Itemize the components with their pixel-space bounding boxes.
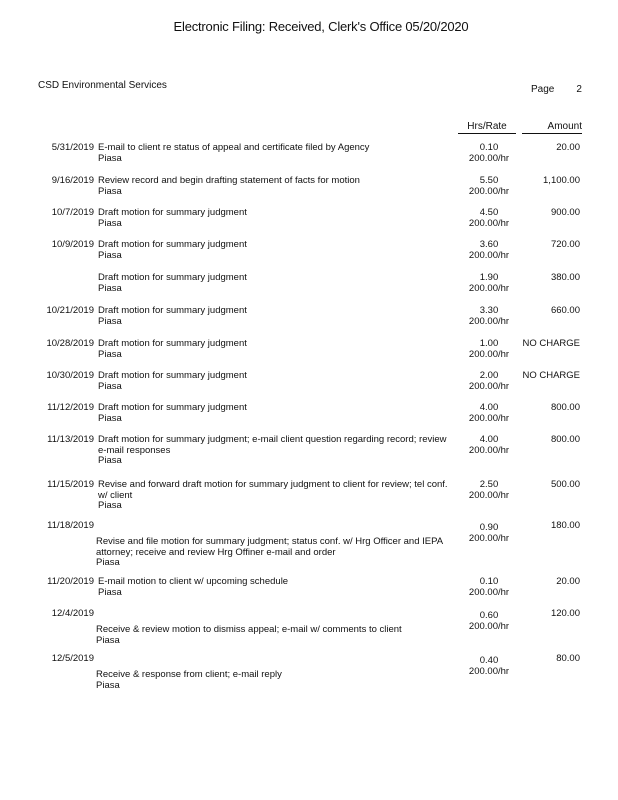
- entry-attorney: Piasa: [98, 412, 122, 424]
- entry-date: 12/4/2019: [51, 608, 94, 619]
- entry-rate: 200.00/hr: [468, 532, 510, 544]
- entry-attorney: Piasa: [96, 679, 120, 691]
- entry-hours: 0.60: [479, 610, 499, 621]
- entry-amount: 120.00: [550, 608, 580, 619]
- entry-rate: 200.00/hr: [468, 586, 510, 598]
- entry-rate: 200.00/hr: [468, 489, 510, 501]
- entry-hours: 4.00: [479, 434, 499, 445]
- entry-amount: 800.00: [550, 434, 580, 445]
- entry-rate: 200.00/hr: [468, 412, 510, 424]
- entry-date: 10/30/2019: [46, 370, 94, 381]
- entry-date: 11/20/2019: [47, 576, 94, 587]
- entry-description: [98, 403, 448, 424]
- entry-hours: 4.00: [479, 402, 499, 413]
- entry-rate: 200.00/hr: [468, 620, 510, 632]
- entry-hours: 5.50: [479, 175, 499, 186]
- entry-text: Receive & response from client; e-mail reply: [96, 669, 282, 680]
- entry-date: 11/12/2019: [47, 402, 94, 413]
- entry-rate: 200.00/hr: [468, 380, 510, 392]
- entry-date: 11/18/2019: [47, 520, 94, 531]
- entry-date: 10/21/2019: [46, 305, 94, 316]
- entry-text: Review record and begin drafting statement of facts for motion: [98, 175, 360, 186]
- entry-attorney: Piasa: [98, 586, 122, 598]
- client-name: CSD Environmental Services: [38, 80, 167, 91]
- header-hrs-rate: Hrs/Rate: [458, 121, 516, 134]
- entry-rate: 200.00/hr: [468, 665, 510, 677]
- entry-date: 11/13/2019: [47, 434, 94, 445]
- entry-hours: 3.30: [479, 305, 499, 316]
- entry-description: [98, 176, 448, 197]
- filing-stamp: Electronic Filing: Received, Clerk's Office 05/20/2020: [173, 19, 469, 34]
- entry-attorney: Piasa: [98, 500, 122, 511]
- entry-rate: 200.00/hr: [468, 315, 510, 327]
- entry-attorney: Piasa: [98, 315, 122, 327]
- entry-rate: 200.00/hr: [468, 217, 510, 229]
- entry-text: Draft motion for summary judgment: [98, 370, 247, 381]
- page-indicator: [531, 84, 582, 95]
- entry-rate: 200.00/hr: [468, 348, 510, 360]
- entry-description: [98, 435, 448, 467]
- entry-description: [96, 625, 446, 646]
- entry-attorney: Piasa: [98, 380, 122, 392]
- entry-date: 10/28/2019: [46, 338, 94, 349]
- entry-amount: 180.00: [550, 520, 580, 531]
- entry-amount: 660.00: [550, 305, 580, 316]
- entry-attorney: Piasa: [98, 282, 122, 294]
- entry-hours: 4.50: [479, 207, 499, 218]
- entry-attorney: Piasa: [98, 185, 122, 197]
- entry-hours: 1.90: [479, 272, 499, 283]
- entry-attorney: Piasa: [98, 217, 122, 229]
- entry-rate: 200.00/hr: [468, 444, 510, 456]
- entry-attorney: Piasa: [96, 557, 120, 568]
- entry-hours: 0.10: [479, 142, 499, 153]
- page-number: 2: [576, 84, 582, 95]
- entry-amount: NO CHARGE: [522, 370, 580, 381]
- entry-description: [98, 143, 448, 164]
- entry-description: [98, 208, 448, 229]
- entry-amount: 900.00: [550, 207, 580, 218]
- entry-hours: 0.90: [479, 522, 499, 533]
- entry-amount: NO CHARGE: [522, 338, 580, 349]
- entry-amount: 20.00: [556, 576, 580, 587]
- entry-text: Draft motion for summary judgment: [98, 305, 247, 316]
- entry-amount: 20.00: [556, 142, 580, 153]
- entry-hours: 2.50: [479, 479, 499, 490]
- entry-attorney: Piasa: [98, 152, 122, 164]
- entry-hours: 2.00: [479, 370, 499, 381]
- entry-description: [96, 670, 446, 691]
- entry-amount: 380.00: [550, 272, 580, 283]
- entry-rate: 200.00/hr: [468, 249, 510, 261]
- entry-hours: 1.00: [479, 338, 499, 349]
- entry-description: [98, 240, 448, 261]
- entry-attorney: Piasa: [98, 455, 122, 466]
- entry-text: Draft motion for summary judgment: [98, 239, 247, 250]
- entry-hours: 3.60: [479, 239, 499, 250]
- entry-date: 9/16/2019: [51, 175, 94, 186]
- entry-amount: 500.00: [550, 479, 580, 490]
- entry-date: 11/15/2019: [47, 479, 94, 490]
- entry-date: 12/5/2019: [51, 653, 94, 664]
- entry-description: [98, 577, 448, 598]
- entry-hours: 0.40: [479, 655, 499, 666]
- entry-text: Draft motion for summary judgment: [98, 272, 247, 283]
- entry-attorney: Piasa: [96, 634, 120, 646]
- entry-description: [98, 273, 448, 294]
- entry-amount: 720.00: [550, 239, 580, 250]
- entry-date: 10/7/2019: [51, 207, 94, 218]
- entry-text: Revise and forward draft motion for summary judgment to client for review; tel conf. w/ client: [98, 479, 448, 501]
- header-amount: Amount: [522, 121, 582, 134]
- entry-rate: 200.00/hr: [468, 282, 510, 294]
- entry-description: [98, 339, 448, 360]
- entry-text: Draft motion for summary judgment: [98, 402, 247, 413]
- entry-rate: 200.00/hr: [468, 152, 510, 164]
- entry-amount: 80.00: [556, 653, 580, 664]
- page-label: Page: [531, 84, 555, 95]
- entry-date: 10/9/2019: [51, 239, 94, 250]
- entry-hours: 0.10: [479, 576, 499, 587]
- entry-text: Revise and file motion for summary judgment; status conf. w/ Hrg Officer and IEPA attorney; receive and review Hrg Offiner e-mail and order: [96, 536, 443, 558]
- entry-attorney: Piasa: [98, 249, 122, 261]
- entry-attorney: Piasa: [98, 348, 122, 360]
- entry-text: Receive & review motion to dismiss appeal; e-mail w/ comments to client: [96, 624, 402, 635]
- entry-text: Draft motion for summary judgment: [98, 207, 247, 218]
- entry-text: E-mail to client re status of appeal and certificate filed by Agency: [98, 142, 370, 153]
- entry-amount: 800.00: [550, 402, 580, 413]
- entry-text: Draft motion for summary judgment: [98, 338, 247, 349]
- entry-rate: 200.00/hr: [468, 185, 510, 197]
- entry-description: [98, 306, 448, 327]
- entry-amount: 1,100.00: [543, 175, 580, 186]
- entry-description: [96, 537, 446, 569]
- entry-description: [98, 371, 448, 392]
- entry-text: E-mail motion to client w/ upcoming schedule: [98, 576, 289, 587]
- entry-description: [98, 480, 448, 512]
- entry-date: 5/31/2019: [51, 142, 94, 153]
- entry-text: Draft motion for summary judgment; e-mail client question regarding record; review e-mail responses: [98, 434, 447, 456]
